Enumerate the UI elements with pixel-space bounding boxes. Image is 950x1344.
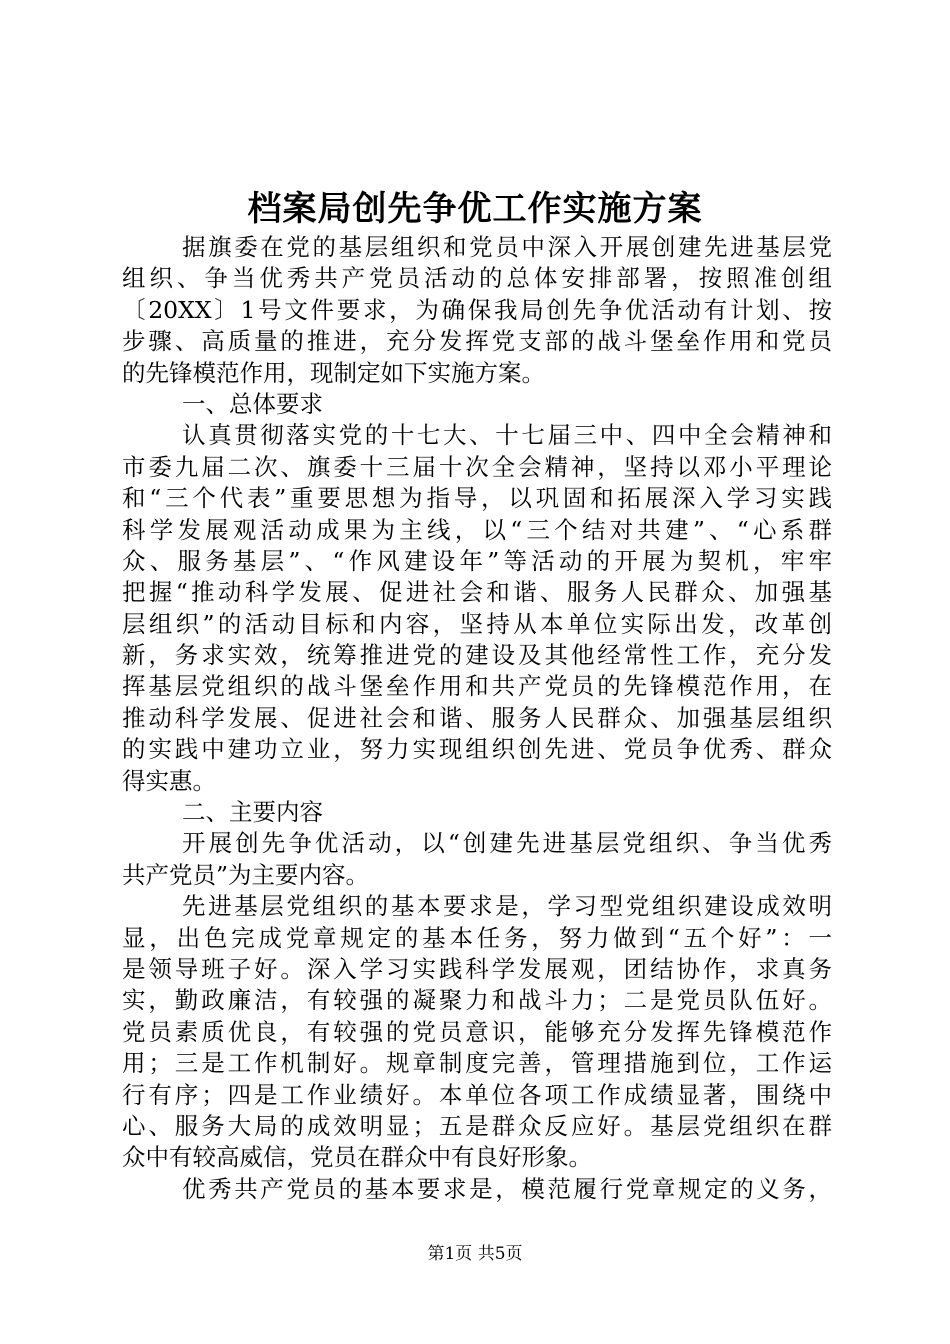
paragraph-line: 实，勤政廉洁，有较强的凝聚力和战斗力；二是党员队伍好。 bbox=[122, 986, 832, 1015]
paragraph-line: 挥基层党组织的战斗堡垒作用和共产党员的先锋模范作用，在 bbox=[122, 672, 832, 701]
paragraph-line: 用；三是工作机制好。规章制度完善，管理措施到位，工作运 bbox=[122, 1049, 832, 1078]
page-number-footer: 第1页 共5页 bbox=[427, 1244, 523, 1264]
paragraph-line: 和“三个代表”重要思想为指导，以巩固和拓展深入学习实践 bbox=[122, 484, 832, 513]
paragraph-line: 开展创先争优活动，以“创建先进基层党组织、争当优秀 bbox=[182, 829, 832, 858]
paragraph-line: 把握“推动科学发展、促进社会和谐、服务人民群众、加强基 bbox=[122, 578, 832, 607]
paragraph-line: 是领导班子好。深入学习实践科学发展观，团结协作，求真务 bbox=[122, 954, 832, 983]
paragraph-line: 先进基层党组织的基本要求是，学习型党组织建设成效明 bbox=[182, 892, 832, 921]
paragraph-line: 新，务求实效，统筹推进党的建设及其他经常性工作，充分发 bbox=[122, 641, 832, 670]
paragraph-line: 的实践中建功立业，努力实现组织创先进、党员争优秀、群众 bbox=[122, 735, 832, 764]
paragraph-line: 众、服务基层”、“作风建设年”等活动的开展为契机，牢牢 bbox=[122, 546, 832, 575]
paragraph-line: 行有序；四是工作业绩好。本单位各项工作成绩显著，围绕中 bbox=[122, 1080, 832, 1109]
section-heading: 一、总体要求 bbox=[182, 389, 323, 418]
paragraph-line: 众中有较高威信，党员在群众中有良好形象。 bbox=[122, 1143, 592, 1172]
paragraph-line: 层组织”的活动目标和内容，坚持从本单位实际出发，改革创 bbox=[122, 609, 832, 638]
paragraph-line: 得实惠。 bbox=[122, 766, 216, 795]
paragraph-line: 共产党员”为主要内容。 bbox=[122, 860, 370, 889]
paragraph-line: 党员素质优良，有较强的党员意识，能够充分发挥先锋模范作 bbox=[122, 1017, 832, 1046]
section-heading: 二、主要内容 bbox=[182, 798, 323, 827]
paragraph-line: 推动科学发展、促进社会和谐、服务人民群众、加强基层组织 bbox=[122, 703, 832, 732]
paragraph-line: 认真贯彻落实党的十七大、十七届三中、四中全会精神和 bbox=[182, 421, 832, 450]
paragraph-line: 显，出色完成党章规定的基本任务，努力做到“五个好”：一 bbox=[122, 923, 832, 952]
paragraph-line: 优秀共产党员的基本要求是，模范履行党章规定的义务， bbox=[182, 1174, 832, 1203]
paragraph-line: 市委九届二次、旗委十三届十次全会精神，坚持以邓小平理论 bbox=[122, 452, 832, 481]
document-body bbox=[122, 232, 832, 1205]
paragraph-line: 科学发展观活动成果为主线，以“三个结对共建”、“心系群 bbox=[122, 515, 832, 544]
paragraph-line: 据旗委在党的基层组织和党员中深入开展创建先进基层党 bbox=[182, 233, 832, 261]
paragraph-line: 的先锋模范作用，现制定如下实施方案。 bbox=[122, 358, 545, 387]
paragraph-line: 心、服务大局的成效明显；五是群众反应好。基层党组织在群 bbox=[122, 1111, 832, 1140]
paragraph-line: 组织、争当优秀共产党员活动的总体安排部署，按照准创组 bbox=[122, 264, 832, 293]
document-title: 档案局创先争优工作实施方案 bbox=[247, 189, 703, 229]
paragraph-line: 步骤、高质量的推进，充分发挥党支部的战斗堡垒作用和党员 bbox=[122, 327, 832, 356]
paragraph-line: 〔20XX〕1号文件要求，为确保我局创先争优活动有计划、按 bbox=[122, 295, 832, 324]
